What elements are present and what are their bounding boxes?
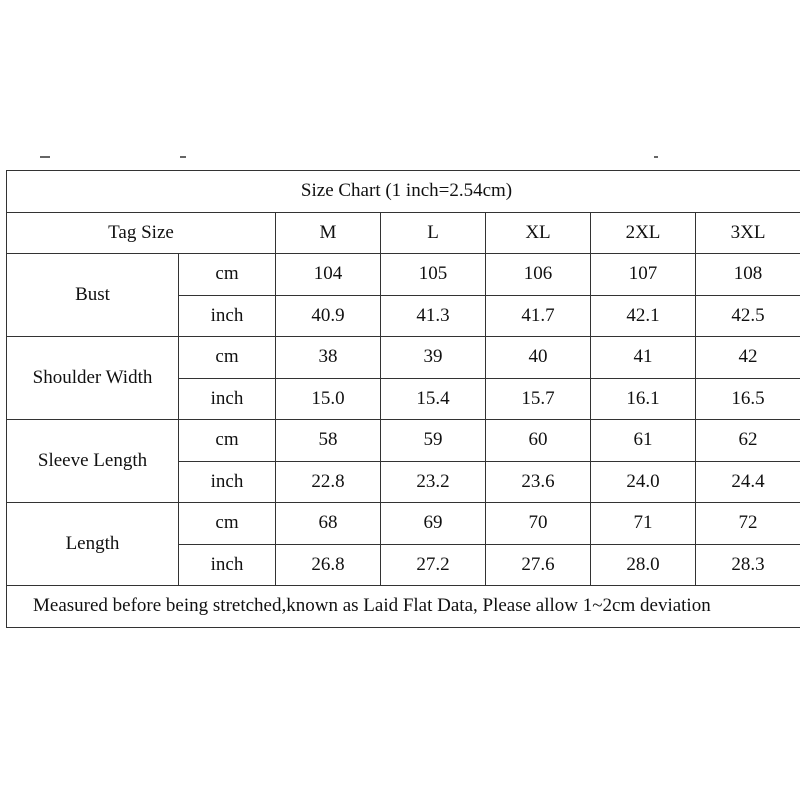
- measurement-name: Shoulder Width: [7, 337, 179, 420]
- value-cell: 16.5: [696, 378, 800, 420]
- unit-cell: inch: [179, 378, 276, 420]
- value-cell: 39: [381, 337, 486, 379]
- value-cell: 104: [276, 254, 381, 296]
- value-cell: 41: [591, 337, 696, 379]
- value-cell: 23.6: [486, 461, 591, 503]
- size-header-cell: M: [276, 212, 381, 254]
- value-cell: 26.8: [276, 544, 381, 586]
- value-cell: 27.2: [381, 544, 486, 586]
- value-cell: 70: [486, 503, 591, 545]
- value-cell: 23.2: [381, 461, 486, 503]
- title-row: [7, 171, 800, 213]
- value-cell: 69: [381, 503, 486, 545]
- tag-size-label: Tag Size: [7, 212, 276, 254]
- measurement-row: [7, 503, 800, 545]
- measurement-name: Bust: [7, 254, 179, 337]
- value-cell: 15.0: [276, 378, 381, 420]
- value-cell: 71: [591, 503, 696, 545]
- value-cell: 24.0: [591, 461, 696, 503]
- value-cell: 41.3: [381, 295, 486, 337]
- measurement-name: Sleeve Length: [7, 420, 179, 503]
- unit-cell: inch: [179, 295, 276, 337]
- value-cell: 106: [486, 254, 591, 296]
- value-cell: 38: [276, 337, 381, 379]
- value-cell: 58: [276, 420, 381, 462]
- value-cell: 60: [486, 420, 591, 462]
- border-fragment: [654, 156, 658, 158]
- unit-cell: cm: [179, 503, 276, 545]
- value-cell: 108: [696, 254, 800, 296]
- border-fragment: [180, 156, 186, 158]
- measurement-note: Measured before being stretched,known as Laid Flat Data, Please allow 1~2cm deviation: [7, 586, 800, 628]
- value-cell: 62: [696, 420, 800, 462]
- unit-cell: inch: [179, 461, 276, 503]
- size-header-row: [7, 212, 800, 254]
- border-fragment: [40, 156, 50, 158]
- value-cell: 68: [276, 503, 381, 545]
- size-chart-table: [6, 170, 800, 628]
- value-cell: 40: [486, 337, 591, 379]
- unit-cell: cm: [179, 337, 276, 379]
- value-cell: 42.5: [696, 295, 800, 337]
- size-header-cell: 2XL: [591, 212, 696, 254]
- value-cell: 16.1: [591, 378, 696, 420]
- value-cell: 61: [591, 420, 696, 462]
- value-cell: 107: [591, 254, 696, 296]
- size-header-cell: 3XL: [696, 212, 800, 254]
- value-cell: 15.7: [486, 378, 591, 420]
- value-cell: 105: [381, 254, 486, 296]
- value-cell: 24.4: [696, 461, 800, 503]
- value-cell: 22.8: [276, 461, 381, 503]
- value-cell: 28.3: [696, 544, 800, 586]
- value-cell: 15.4: [381, 378, 486, 420]
- measurement-row: [7, 254, 800, 296]
- table-title: Size Chart (1 inch=2.54cm): [7, 171, 800, 213]
- value-cell: 59: [381, 420, 486, 462]
- value-cell: 27.6: [486, 544, 591, 586]
- footer-row: [7, 586, 800, 628]
- measurement-row: [7, 337, 800, 379]
- value-cell: 72: [696, 503, 800, 545]
- value-cell: 41.7: [486, 295, 591, 337]
- unit-cell: cm: [179, 420, 276, 462]
- measurement-row: [7, 420, 800, 462]
- unit-cell: cm: [179, 254, 276, 296]
- size-header-cell: L: [381, 212, 486, 254]
- unit-cell: inch: [179, 544, 276, 586]
- value-cell: 40.9: [276, 295, 381, 337]
- measurement-name: Length: [7, 503, 179, 586]
- value-cell: 42.1: [591, 295, 696, 337]
- value-cell: 42: [696, 337, 800, 379]
- size-header-cell: XL: [486, 212, 591, 254]
- value-cell: 28.0: [591, 544, 696, 586]
